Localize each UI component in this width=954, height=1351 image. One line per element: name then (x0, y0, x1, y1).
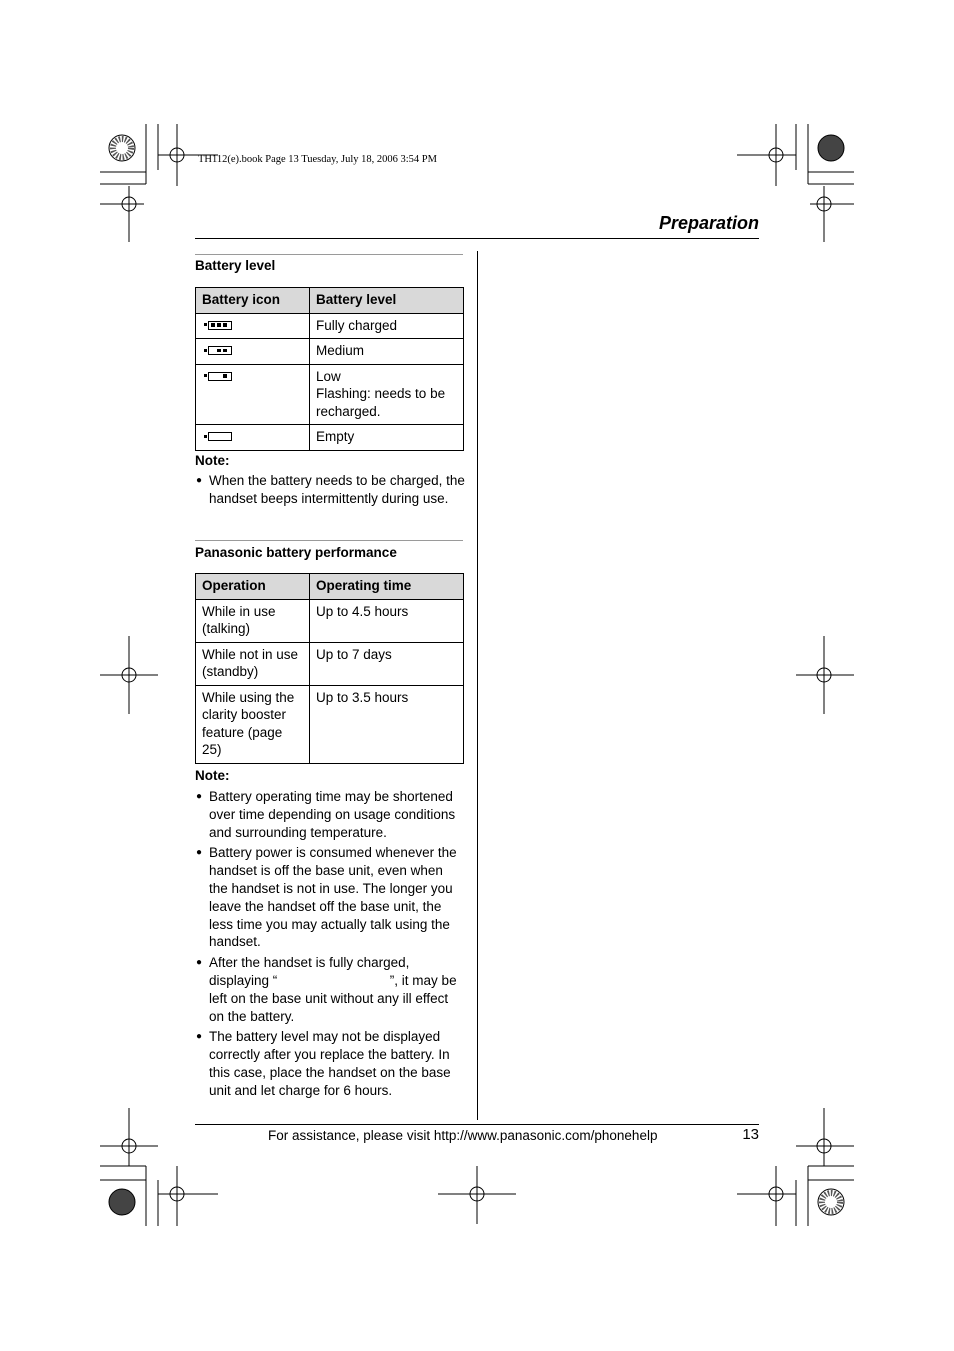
table-row (196, 685, 464, 763)
list-item: ● Battery operating time may be shortened over time depending on usage conditions and surrounding temperature. (196, 789, 456, 840)
footer-divider (195, 1124, 759, 1125)
battery-medium-icon (208, 346, 232, 355)
section-rule (195, 540, 463, 541)
footer-assistance: For assistance, please visit http://www.panasonic.com/phonehelp (268, 1128, 658, 1143)
note-list (195, 788, 465, 1103)
operation-cell: While using the clarity booster feature (page 25) (196, 685, 310, 763)
note-title: Note: (195, 768, 230, 783)
note-list (195, 472, 465, 511)
column-header: Operation (196, 574, 310, 600)
list-item: ● The battery level may not be displayed correctly after you replace the battery. In this case, place the handset on the base unit and let charge for 6 hours. (196, 1029, 451, 1098)
column-header: Battery level (310, 288, 464, 314)
page-number: 13 (742, 1126, 759, 1143)
column-header: Operating time (310, 574, 464, 600)
bullet-icon: ● (196, 847, 203, 859)
table-row (196, 425, 464, 451)
time-cell: Up to 3.5 hours (310, 685, 464, 763)
table-row (196, 642, 464, 685)
print-info: TH112(e).book Page 13 Tuesday, July 18, 2006 3:54 PM (198, 154, 437, 165)
table-header-row (196, 574, 464, 600)
bullet-icon: ● (196, 791, 203, 802)
column-divider (477, 251, 478, 1120)
battery-full-icon (208, 321, 232, 330)
battery-level-cell: Empty (310, 425, 464, 451)
time-cell: Up to 7 days (310, 642, 464, 685)
performance-table (195, 573, 464, 764)
bullet-icon: ● (196, 1031, 203, 1043)
table-row (196, 313, 464, 339)
performance-heading: Panasonic battery performance (195, 545, 397, 560)
battery-level-cell: Fully charged (310, 313, 464, 339)
header-divider (195, 238, 759, 239)
section-rule (195, 254, 463, 255)
battery-level-cell: Low Flashing: needs to be recharged. (310, 364, 464, 425)
battery-empty-icon (208, 432, 232, 441)
bullet-icon: ● (196, 957, 203, 969)
table-row (196, 339, 464, 365)
note-title: Note: (195, 453, 230, 468)
battery-level-table (195, 287, 464, 451)
operation-cell: While not in use (standby) (196, 642, 310, 685)
table-header-row (196, 288, 464, 314)
column-header: Battery icon (196, 288, 310, 314)
battery-low-icon (208, 372, 232, 381)
operation-cell: While in use (talking) (196, 599, 310, 642)
table-row (196, 599, 464, 642)
list-item: ● When the battery needs to be charged, the handset beeps intermittently during use. (196, 473, 465, 506)
table-row (196, 364, 464, 425)
battery-level-heading: Battery level (195, 258, 276, 273)
list-item: ● Battery power is consumed whenever the handset is off the base unit, even when the handset is not in use. The longer you leave the handset off the base unit, the less time you may actually talk using the handset. (196, 845, 457, 950)
battery-level-cell: Medium (310, 339, 464, 365)
bullet-icon: ● (196, 475, 203, 486)
section-title: Preparation (658, 213, 759, 233)
time-cell: Up to 4.5 hours (310, 599, 464, 642)
list-item: ● After the handset is fully charged, displaying “ ”, it may be left on the base unit without any ill effect on the battery. (196, 955, 461, 1024)
